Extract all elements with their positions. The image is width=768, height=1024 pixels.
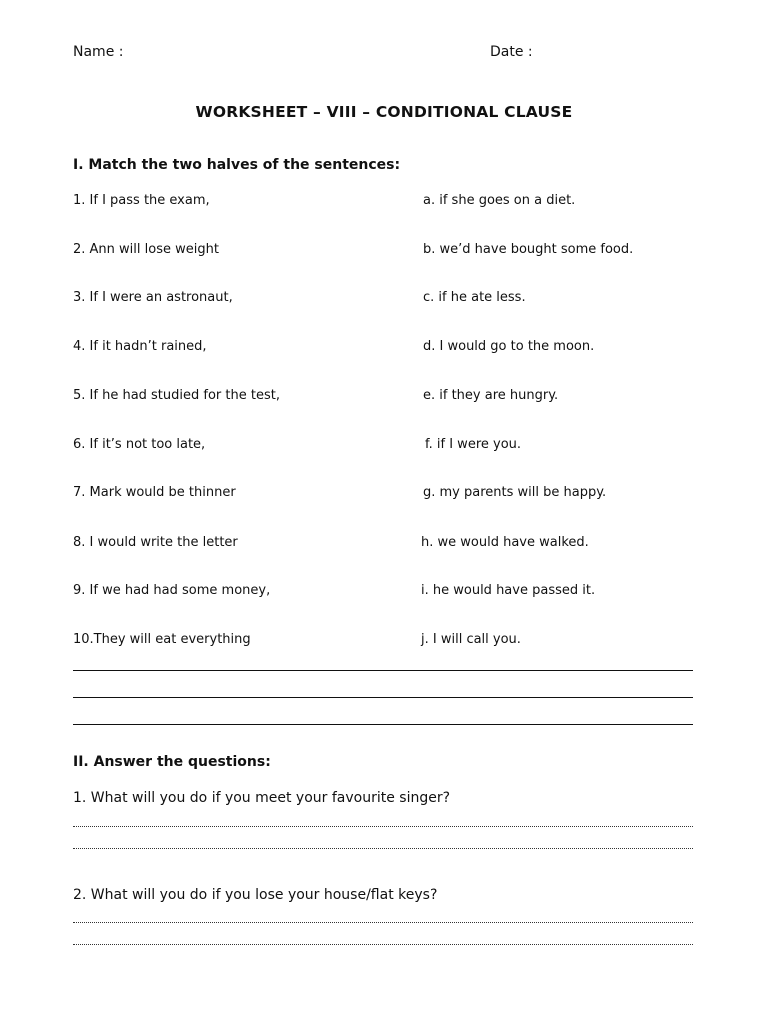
- answer-line[interactable]: [73, 697, 693, 698]
- left-item: 8. I would write the letter: [73, 535, 238, 550]
- section2-heading: II. Answer the questions:: [73, 754, 271, 770]
- right-item: b. we’d have bought some food.: [423, 242, 634, 257]
- left-item: 7. Mark would be thinner: [73, 485, 236, 500]
- question-2: 2. What will you do if you lose your house/flat keys?: [73, 887, 438, 903]
- right-item: i. he would have passed it.: [421, 583, 596, 598]
- left-item: 1. If I pass the exam,: [73, 193, 210, 208]
- left-item: 10.They will eat everything: [73, 632, 251, 647]
- section1-heading: I. Match the two halves of the sentences:: [73, 157, 401, 173]
- answer-dotted-line[interactable]: [73, 922, 693, 923]
- right-item: c. if he ate less.: [423, 290, 526, 305]
- answer-dotted-line[interactable]: [73, 848, 693, 849]
- answer-line[interactable]: [73, 724, 693, 725]
- right-item: e. if they are hungry.: [423, 388, 559, 403]
- left-item: 6. If it’s not too late,: [73, 437, 206, 452]
- right-item: d. I would go to the moon.: [423, 339, 595, 354]
- answer-dotted-line[interactable]: [73, 944, 693, 945]
- right-item: j. I will call you.: [421, 632, 521, 647]
- name-label: Name :: [73, 44, 124, 60]
- answer-dotted-line[interactable]: [73, 826, 693, 827]
- left-item: 2. Ann will lose weight: [73, 242, 219, 257]
- question-1: 1. What will you do if you meet your favourite singer?: [73, 790, 451, 806]
- right-item: a. if she goes on a diet.: [423, 193, 576, 208]
- right-item: f. if I were you.: [425, 437, 522, 452]
- right-item: g. my parents will be happy.: [423, 485, 607, 500]
- worksheet-title: WORKSHEET – VIII – CONDITIONAL CLAUSE: [195, 103, 573, 121]
- date-label: Date :: [490, 44, 533, 60]
- left-item: 4. If it hadn’t rained,: [73, 339, 207, 354]
- answer-line[interactable]: [73, 670, 693, 671]
- right-item: h. we would have walked.: [421, 535, 589, 550]
- left-item: 5. If he had studied for the test,: [73, 388, 280, 403]
- left-item: 9. If we had had some money,: [73, 583, 271, 598]
- left-item: 3. If I were an astronaut,: [73, 290, 233, 305]
